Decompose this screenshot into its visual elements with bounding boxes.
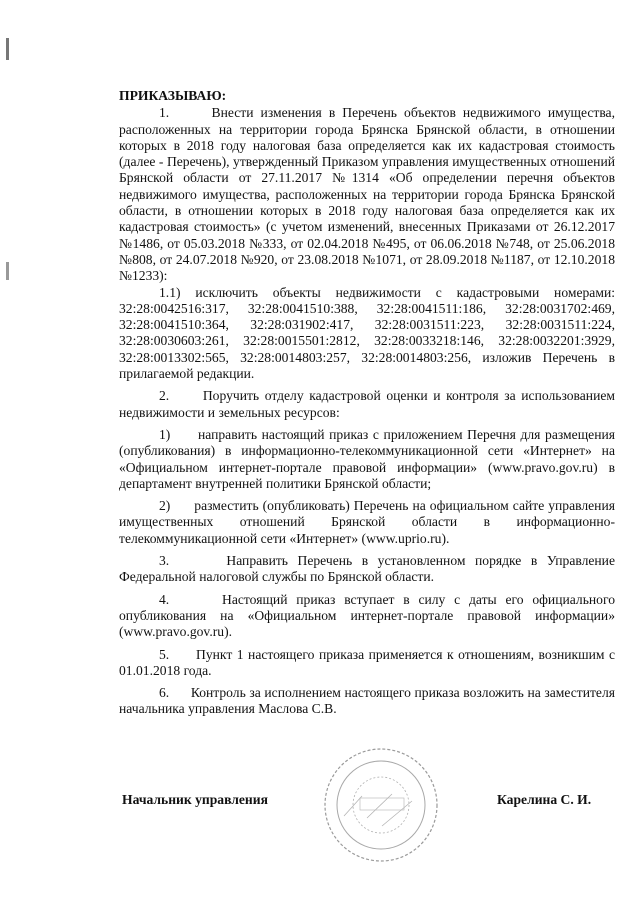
paragraph-1-1: 1.1) исключить объекты недвижимости с кадастровыми номерами: 32:28:0042516:317, 32:28:0041510:388, 32:28:0041511:186, 32:28:0031702:469, 32:28:0041510:364, 32:28:031902:417, 32:28:0031511:223, 32:28:0031511:224, 32:28:0030603:261, 32:28:0015501:2812, 32:28:0033218:146, 32:28:0032201:3929, 32:28:0013302:565, 32:28:0014803:257, 32:28:0014803:256, изложив Перечень в прилагаемой редакции.	[119, 284, 615, 382]
scan-edge-mark	[6, 262, 9, 280]
paragraph-5: 5. Пункт 1 настоящего приказа применяется к отношениям, возникшим с 01.01.2018 года.	[119, 646, 615, 678]
signature-title: Начальник управления	[122, 792, 268, 807]
order-heading: ПРИКАЗЫВАЮ:	[119, 88, 227, 103]
paragraph-2-1: 1) направить настоящий приказ с приложением Перечня для размещения (опубликования) в информационно-телекоммуникационной сети «Интернет» на «Официальном интернет-портале правовой информации» (www.pravo.gov.ru) в департамент внутренней политики Брянской области;	[119, 426, 615, 491]
paragraph-4: 4. Настоящий приказ вступает в силу с даты его официального опубликования на «Официальном интернет-портале правовой информации» (www.pravo.gov.ru).	[119, 591, 615, 640]
paragraph-1: 1. Внести изменения в Перечень объектов недвижимого имущества, расположенных на территории города Брянска Брянской области, в отношении которых в 2018 году налоговая база определяется как их кадастровая стоимость (далее - Перечень), утвержденный Приказом управления имущественных отношений Брянской области от 27.11.2017 №1314 «Об определении перечня объектов недвижимого имущества, расположенных на территории города Брянска Брянской области, в отношении которых в 2018 году налоговая база определяется как их кадастровая стоимость» (с учетом изменений, внесенных Приказами от 26.12.2017 №1486, от 05.03.2018 №333, от 02.04.2018 №495, от 06.06.2018 №748, от 25.06.2018 №808, от 24.07.2018 №920, от 23.08.2018 №1071, от 28.09.2018 №1187, от 12.10.2018 №1233):	[119, 105, 615, 284]
paragraph-3: 3. Направить Перечень в установленном порядке в Управление Федеральной налоговой службы по Брянской области.	[119, 553, 615, 585]
official-seal-stamp	[322, 746, 440, 864]
paragraph-2: 2. Поручить отделу кадастровой оценки и контроля за использованием недвижимости и земельных ресурсов:	[119, 388, 615, 420]
scan-edge-mark	[6, 38, 9, 60]
document-body	[119, 88, 615, 718]
signature-name: Карелина С. И.	[497, 792, 592, 807]
paragraph-2-2: 2) разместить (опубликовать) Перечень на официальном сайте управления имущественных отношений Брянской области в информационно-телекоммуникационной сети «Интернет» (www.uprio.ru).	[119, 498, 615, 546]
paragraph-6: 6. Контроль за исполнением настоящего приказа возложить на заместителя начальника управления Маслова С.В.	[119, 685, 615, 717]
